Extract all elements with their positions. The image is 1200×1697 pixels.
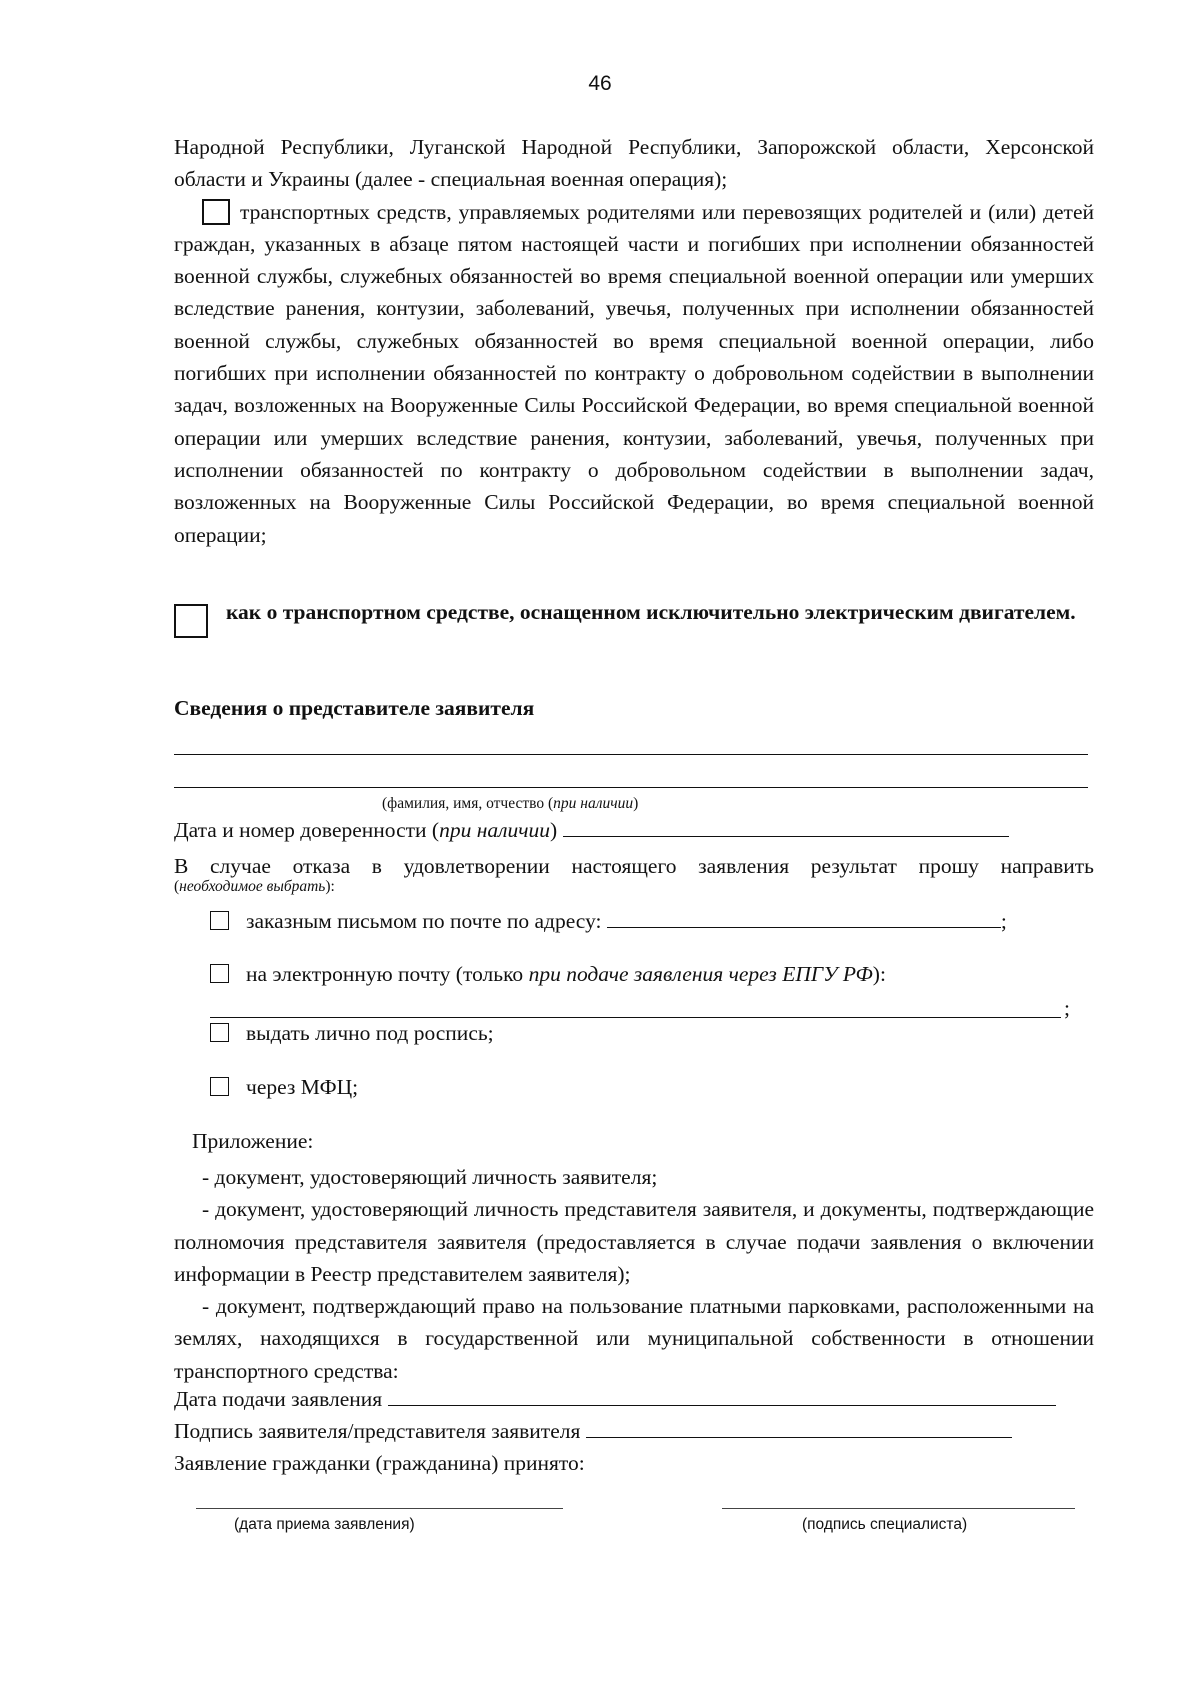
checkbox-in-person[interactable] <box>210 1023 229 1042</box>
refusal-text: В случае отказа в удовлетворении настоящего заявления результат прошу направить <box>174 854 1094 878</box>
option-in-person-row: выдать лично под роспись; <box>210 1021 494 1046</box>
para-intro-block <box>174 131 1094 551</box>
specialist-signature-label: (подпись специалиста) <box>802 1516 968 1533</box>
checkbox-mfc[interactable] <box>210 1077 229 1096</box>
representative-name-line-1[interactable] <box>174 754 1088 755</box>
appendix-item-3: - документ, подтверждающий право на пользование платными парковками, расположенными на землях, находящихся в государственной или муниципальной собственности в отношении транспортного средства: <box>174 1294 1094 1383</box>
fio-caption: (фамилия, имя, отчество (при наличии) <box>382 795 639 812</box>
receipt-date-line[interactable] <box>196 1508 563 1509</box>
option-email-row: на электронную почту (только при подаче заявления через ЕПГУ РФ): <box>210 962 886 987</box>
signature-row: Подпись заявителя/представителя заявителя <box>174 1419 1012 1444</box>
checkbox-electric-vehicle[interactable] <box>174 604 208 638</box>
representative-name-line-2[interactable] <box>174 787 1088 788</box>
option-mail-row: заказным письмом по почте по адресу: ; <box>210 909 1007 934</box>
refusal-note: (необходимое выбрать): <box>174 878 335 896</box>
appendix-title: Приложение: <box>192 1129 314 1153</box>
checkbox-email[interactable] <box>210 964 229 983</box>
email-semicolon: ; <box>1064 996 1070 1020</box>
submission-date-row: Дата подачи заявления <box>174 1387 1056 1412</box>
submission-date-field[interactable] <box>388 1387 1056 1406</box>
checkbox-mail[interactable] <box>210 911 229 930</box>
accepted-row: Заявление гражданки (гражданина) принято: <box>174 1451 585 1475</box>
appendix-item-2: - документ, удостоверяющий личность представителя заявителя, и документы, подтверждающие полномочия представителя заявителя (предоставляется в случае подачи заявления о включении информации в Реестр представителем заявителя); <box>174 1197 1094 1286</box>
paragraph-parents-text: транспортных средств, управляемых родителями или перевозящих родителей и (или) детей граждан, указанных в абзаце пятом настоящей части и погибших при исполнении обязанностей военной службы, служебных обязанностей во время специальной военной операции или умерших вследствие ранения, контузии, заболеваний, увечья, полученных при исполнении обязанностей военной службы, служебных обязанностей во время специальной военной операции, либо погибших при исполнении обязанностей по контракту о добровольном содействии в выполнении задач, возложенных на Вооруженные Силы Российской Федерации, во время специальной военной операции или умерших вследствие ранения, контузии, заболеваний, увечья, полученных при исполнении обязанностей по контракту о добровольном содействии в выполнении задач, возложенных на Вооруженные Силы Российской Федерации, во время специальной военной операции; <box>174 199 1094 547</box>
power-of-attorney-row: Дата и номер доверенности (при наличии) <box>174 818 1009 843</box>
appendix-item-1: - документ, удостоверяющий личность заявителя; <box>202 1165 658 1189</box>
appendix-block <box>174 1161 1094 1387</box>
email-field[interactable] <box>210 1017 1061 1018</box>
mail-address-field[interactable] <box>607 909 1001 928</box>
specialist-signature-line[interactable] <box>722 1508 1075 1509</box>
option-mfc-row: через МФЦ; <box>210 1075 358 1100</box>
checkbox-parents-vehicles[interactable] <box>202 199 230 225</box>
refusal-block <box>174 850 1094 896</box>
paragraph-parents-vehicles <box>174 196 1094 551</box>
power-of-attorney-field[interactable] <box>563 818 1009 837</box>
page-number: 46 <box>588 72 612 95</box>
signature-field[interactable] <box>586 1419 1012 1438</box>
receipt-date-label: (дата приема заявления) <box>234 1516 415 1533</box>
paragraph-continuation: Народной Республики, Луганской Народной Республики, Запорожской области, Херсонской области и Украины (далее - специальная военная операция); <box>174 135 1094 192</box>
representative-heading: Сведения о представителе заявителя <box>174 696 535 720</box>
electric-vehicle-option: как о транспортном средстве, оснащенном исключительно электрическим двигателем. <box>226 600 1076 624</box>
